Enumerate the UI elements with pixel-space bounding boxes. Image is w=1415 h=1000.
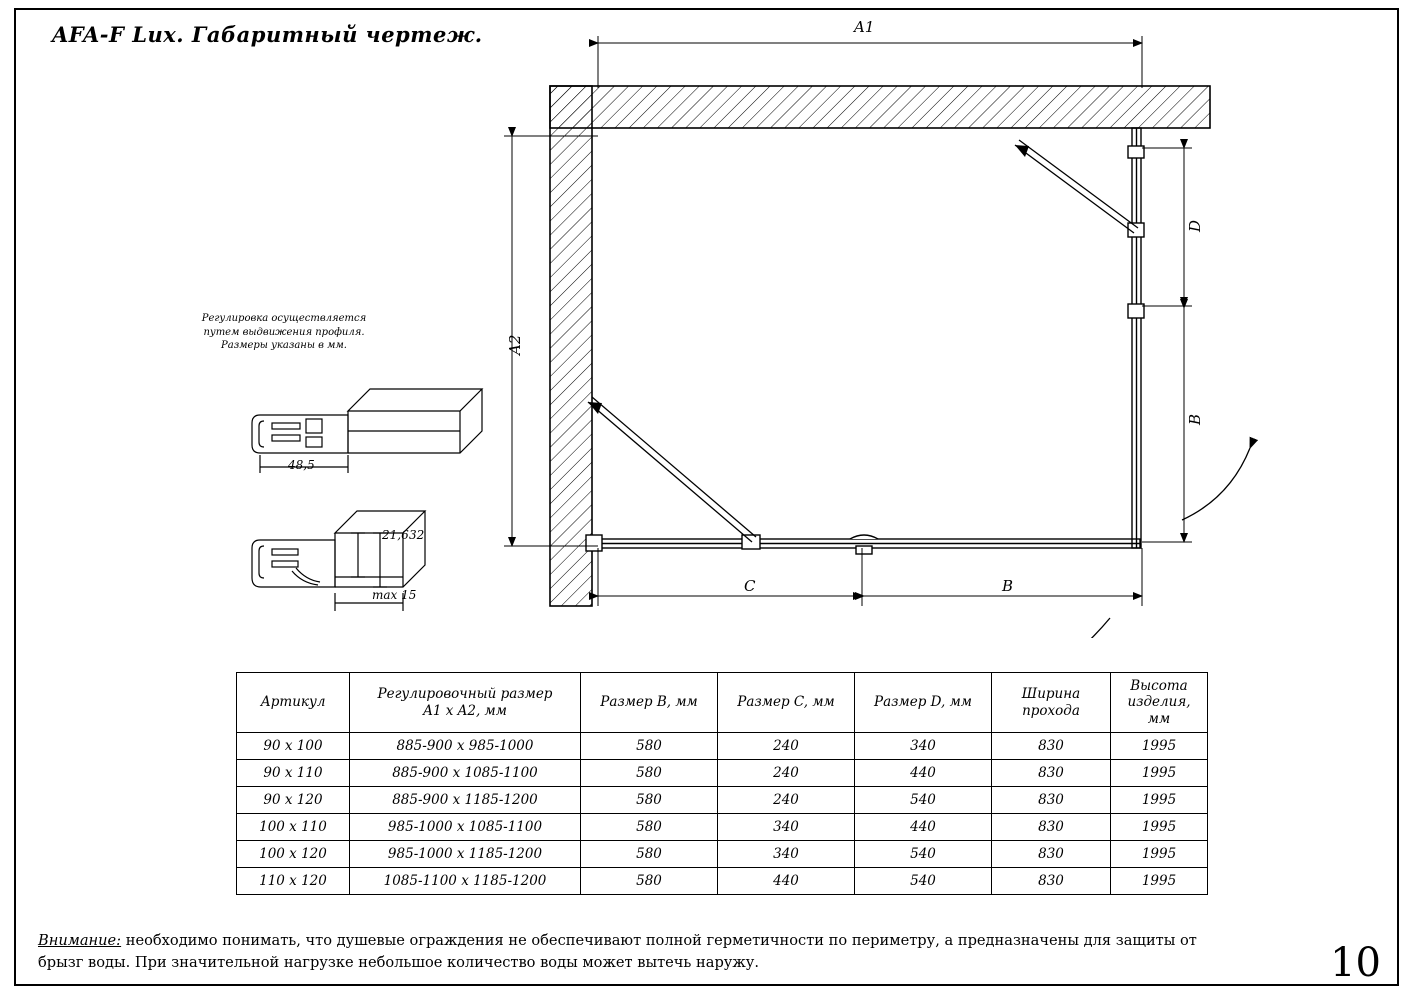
page-number: 10 [1330,940,1381,986]
table-row: 100 x 110 985-1000 x 1085-1100 580 340 440 830 1995 [237,814,1208,841]
profile-height-32-label: 32 [409,528,425,542]
profile-width-label: 48,5 [288,458,315,472]
page-title: AFA-F Lux. Габаритный чертеж. [52,22,483,47]
dimension-a1-label: A1 [854,18,875,36]
plan-view-drawing [470,18,1270,638]
warning-note [38,930,1228,974]
table-header-size-c: Размер C, мм [718,673,855,733]
table-header-size-b: Размер B, мм [581,673,718,733]
adjustment-note-line1: Регулировка осуществляется [201,313,367,324]
table-row: 90 x 110 885-900 x 1085-1100 580 240 440 830 1995 [237,760,1208,787]
dimension-c-bottom-label: C [744,577,756,595]
profile-sections-drawing [230,355,490,620]
table-header-size-d: Размер D, мм [855,673,992,733]
warning-text: необходимо понимать, что душевые ограждения не обеспечивают полной герметичности по периметру, а предназначены для защиты от брызг воды. При значительной нагрузке небольшое количество воды может вытечь наружу. [38,932,1197,971]
warning-label: Внимание: [38,932,122,949]
table-body [237,733,1208,895]
table-row: 90 x 100 885-900 x 985-1000 580 240 340 830 1995 [237,733,1208,760]
specification-table [236,672,1208,895]
dimension-a2-label: A2 [506,334,524,355]
adjustment-note-line2: путем выдвижения профиля. [203,326,365,338]
table-row: 90 x 120 885-900 x 1185-1200 580 240 540 830 1995 [237,787,1208,814]
adjustment-note-line3: Размеры указаны в мм. [221,340,347,351]
adjustment-note [188,312,380,353]
table-header-article: Артикул [237,673,350,733]
dimension-b-bottom-label: B [1002,577,1014,595]
table-row: 100 x 120 985-1000 x 1185-1200 580 340 540 830 1995 [237,841,1208,868]
profile-max-label: max 15 [372,588,417,602]
table-header-passage-width: Ширина прохода [992,673,1111,733]
dimension-b-right-label: B [1186,413,1204,425]
table-row: 110 x 120 1085-1100 x 1185-1200 580 440 540 830 1995 [237,868,1208,895]
dimension-d-right-label: D [1186,219,1204,232]
table-header-product-height: Высота изделия, мм [1111,673,1208,733]
table-header-row [237,673,1208,733]
profile-height-21-label: 21,6 [382,528,409,542]
table-header-adjust-size: Регулировочный размер A1 x A2, мм [350,673,581,733]
